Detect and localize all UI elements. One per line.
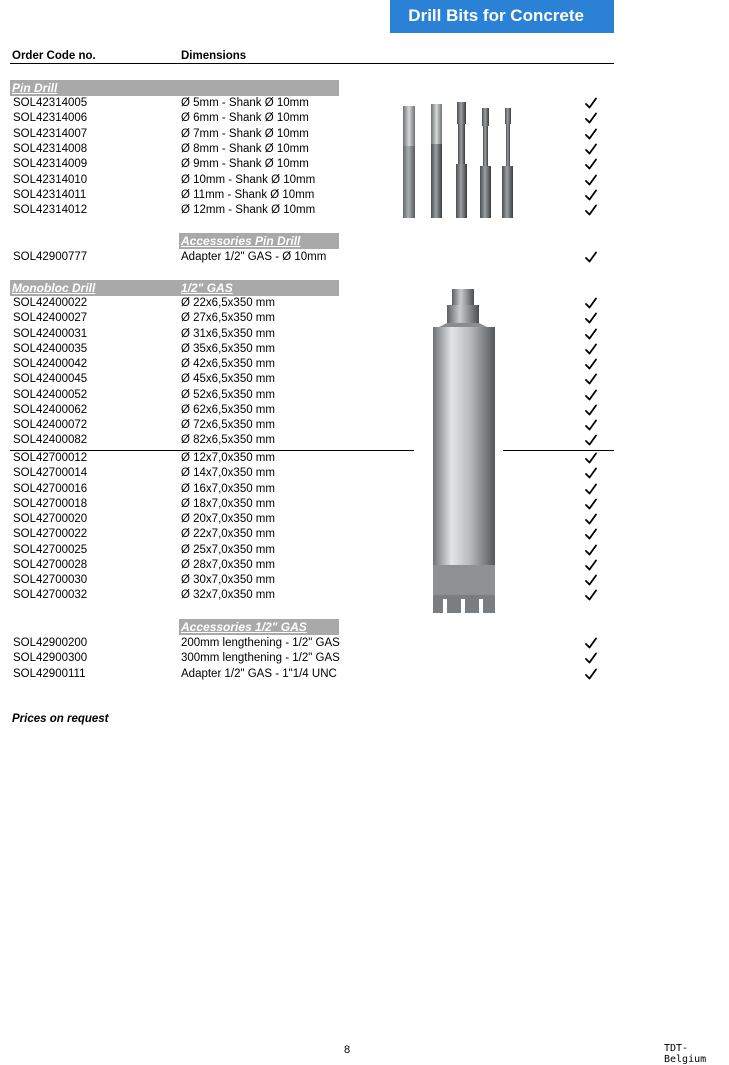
dimensions: Ø 7mm - Shank Ø 10mm	[181, 127, 309, 140]
checkmark-icon	[584, 588, 598, 602]
order-code: SOL42700014	[13, 467, 88, 480]
checkmark-icon	[584, 667, 598, 681]
order-code: SOL42314007	[13, 127, 88, 140]
dimensions: Ø 31x6,5x350 mm	[181, 327, 275, 340]
order-code: SOL42314011	[13, 188, 87, 201]
checkmark-icon	[584, 372, 598, 386]
dimensions: Ø 22x6,5x350 mm	[181, 297, 275, 309]
order-code: SOL42400042	[13, 358, 88, 370]
checkmark-icon	[584, 497, 598, 511]
order-code: SOL42400035	[13, 342, 88, 355]
dimensions: 200mm lengthening - 1/2" GAS	[181, 637, 340, 649]
footer-brand: TDT-Belgium	[664, 1043, 707, 1065]
dimensions: Ø 72x6,5x350 mm	[181, 419, 275, 431]
section-pin-drill: Pin Drill	[10, 80, 339, 96]
dimensions: Ø 20x7,0x350 mm	[181, 513, 275, 525]
checkmark-icon	[584, 173, 598, 187]
dimensions: Ø 11mm - Shank Ø 10mm	[181, 188, 315, 201]
checkmark-icon	[584, 311, 598, 325]
checkmark-icon	[584, 527, 598, 541]
order-code: SOL42700030	[13, 574, 88, 586]
table-row	[0, 512, 729, 527]
dimensions: Ø 62x6,5x350 mm	[181, 403, 275, 416]
table-row	[0, 451, 729, 466]
order-code: SOL42314012	[13, 204, 88, 217]
order-code: SOL42700025	[13, 543, 88, 556]
dimensions: Ø 52x6,5x350 mm	[181, 388, 275, 401]
checkmark-icon	[584, 573, 598, 587]
section-gas-half: 1/2" GAS	[179, 280, 339, 296]
dimensions: Ø 25x7,0x350 mm	[181, 543, 275, 556]
table-row	[0, 311, 729, 326]
order-code: SOL42700032	[13, 589, 88, 602]
header-divider	[10, 63, 614, 64]
dimensions: Ø 30x7,0x350 mm	[181, 574, 275, 586]
dimensions: Ø 35x6,5x350 mm	[181, 342, 275, 355]
order-code: SOL42314010	[13, 173, 88, 186]
order-code: SOL42400082	[13, 434, 88, 447]
checkmark-icon	[584, 357, 598, 371]
checkmark-icon	[584, 543, 598, 557]
order-code: SOL42700012	[13, 452, 88, 464]
order-code: SOL42400052	[13, 388, 88, 401]
table-row	[0, 588, 729, 603]
table-row	[0, 142, 729, 157]
order-code: SOL42700028	[13, 558, 88, 571]
order-code: SOL42400062	[13, 403, 88, 416]
table-row	[0, 466, 729, 481]
table-row	[0, 651, 729, 666]
table-row	[0, 296, 729, 311]
dimensions: Ø 18x7,0x350 mm	[181, 497, 275, 510]
section-accessories-pin-drill: Accessories Pin Drill	[179, 233, 339, 249]
order-code: SOL42900200	[13, 637, 88, 649]
column-header-code: Order Code no.	[12, 50, 96, 62]
table-row	[0, 573, 729, 588]
section-accessories-gas: Accessories 1/2" GAS	[179, 619, 339, 635]
table-row	[0, 433, 729, 448]
dimensions: 300mm lengthening - 1/2" GAS	[181, 652, 340, 665]
dimensions: Ø 22x7,0x350 mm	[181, 528, 275, 541]
checkmark-icon	[584, 111, 598, 125]
table-row	[0, 157, 729, 172]
column-header-dimensions: Dimensions	[181, 50, 247, 62]
dimensions: Ø 9mm - Shank Ø 10mm	[181, 158, 309, 171]
dimensions: Ø 10mm - Shank Ø 10mm	[181, 173, 316, 186]
table-row	[0, 372, 729, 387]
table-row	[0, 403, 729, 418]
checkmark-icon	[584, 142, 598, 156]
checkmark-icon	[584, 127, 598, 141]
dimensions: Ø 5mm - Shank Ø 10mm	[181, 97, 309, 109]
table-row	[0, 250, 729, 265]
prices-note: Prices on request	[12, 713, 109, 725]
dimensions: Ø 27x6,5x350 mm	[181, 312, 275, 325]
checkmark-icon	[584, 296, 598, 310]
checkmark-icon	[584, 451, 598, 465]
checkmark-icon	[584, 250, 598, 264]
dimensions: Ø 82x6,5x350 mm	[181, 434, 275, 447]
table-row	[0, 127, 729, 142]
dimensions: Ø 12x7,0x350 mm	[181, 452, 275, 464]
table-row	[0, 558, 729, 573]
dimensions: Ø 28x7,0x350 mm	[181, 558, 275, 571]
table-row	[0, 327, 729, 342]
table-row	[0, 342, 729, 357]
checkmark-icon	[584, 651, 598, 665]
checkmark-icon	[584, 433, 598, 447]
order-code: SOL42314009	[13, 158, 88, 171]
table-row	[0, 667, 729, 682]
checkmark-icon	[584, 96, 598, 110]
table-row	[0, 418, 729, 433]
order-code: SOL42900300	[13, 652, 88, 665]
table-row	[0, 357, 729, 372]
checkmark-icon	[584, 636, 598, 650]
checkmark-icon	[584, 342, 598, 356]
dimensions: Adapter 1/2" GAS - Ø 10mm	[181, 251, 327, 263]
order-code: SOL42314008	[13, 142, 88, 155]
table-row	[0, 203, 729, 218]
table-row	[0, 482, 729, 497]
checkmark-icon	[584, 203, 598, 217]
dimensions: Ø 32x7,0x350 mm	[181, 589, 275, 602]
table-row	[0, 543, 729, 558]
checkmark-icon	[584, 403, 598, 417]
order-code: SOL42700020	[13, 513, 88, 525]
order-code: SOL42400027	[13, 312, 88, 325]
page-title: Drill Bits for Concrete	[408, 6, 584, 25]
order-code: SOL42700018	[13, 497, 88, 510]
section-monobloc-drill: Monobloc Drill	[10, 280, 179, 296]
dimensions: Ø 14x7,0x350 mm	[181, 467, 275, 480]
table-row	[0, 173, 729, 188]
title-bar	[390, 0, 614, 33]
order-code: SOL42400072	[13, 419, 88, 431]
checkmark-icon	[584, 388, 598, 402]
checkmark-icon	[584, 157, 598, 171]
checkmark-icon	[584, 418, 598, 432]
table-row	[0, 111, 729, 126]
checkmark-icon	[584, 512, 598, 526]
order-code: SOL42400022	[13, 297, 88, 309]
table-row	[0, 497, 729, 512]
order-code: SOL42900111	[13, 667, 86, 680]
order-code: SOL42314005	[13, 97, 88, 109]
page-number: 8	[344, 1044, 351, 1056]
table-row	[0, 388, 729, 403]
dimensions: Ø 16x7,0x350 mm	[181, 482, 275, 495]
order-code: SOL42400045	[13, 373, 88, 386]
table-row	[0, 636, 729, 651]
order-code: SOL42400031	[13, 327, 88, 340]
dimensions: Ø 6mm - Shank Ø 10mm	[181, 112, 309, 125]
checkmark-icon	[584, 188, 598, 202]
dimensions: Ø 42x6,5x350 mm	[181, 358, 275, 370]
dimensions: Ø 12mm - Shank Ø 10mm	[181, 204, 316, 217]
order-code: SOL42900777	[13, 251, 88, 263]
checkmark-icon	[584, 482, 598, 496]
table-row	[0, 527, 729, 542]
dimensions: Adapter 1/2" GAS - 1"1/4 UNC	[181, 667, 337, 680]
order-code: SOL42700022	[13, 528, 88, 541]
table-row	[0, 96, 729, 111]
table-row	[0, 188, 729, 203]
dimensions: Ø 45x6,5x350 mm	[181, 373, 275, 386]
dimensions: Ø 8mm - Shank Ø 10mm	[181, 142, 309, 155]
checkmark-icon	[584, 327, 598, 341]
checkmark-icon	[584, 558, 598, 572]
order-code: SOL42314006	[13, 112, 88, 125]
order-code: SOL42700016	[13, 482, 88, 495]
checkmark-icon	[584, 466, 598, 480]
